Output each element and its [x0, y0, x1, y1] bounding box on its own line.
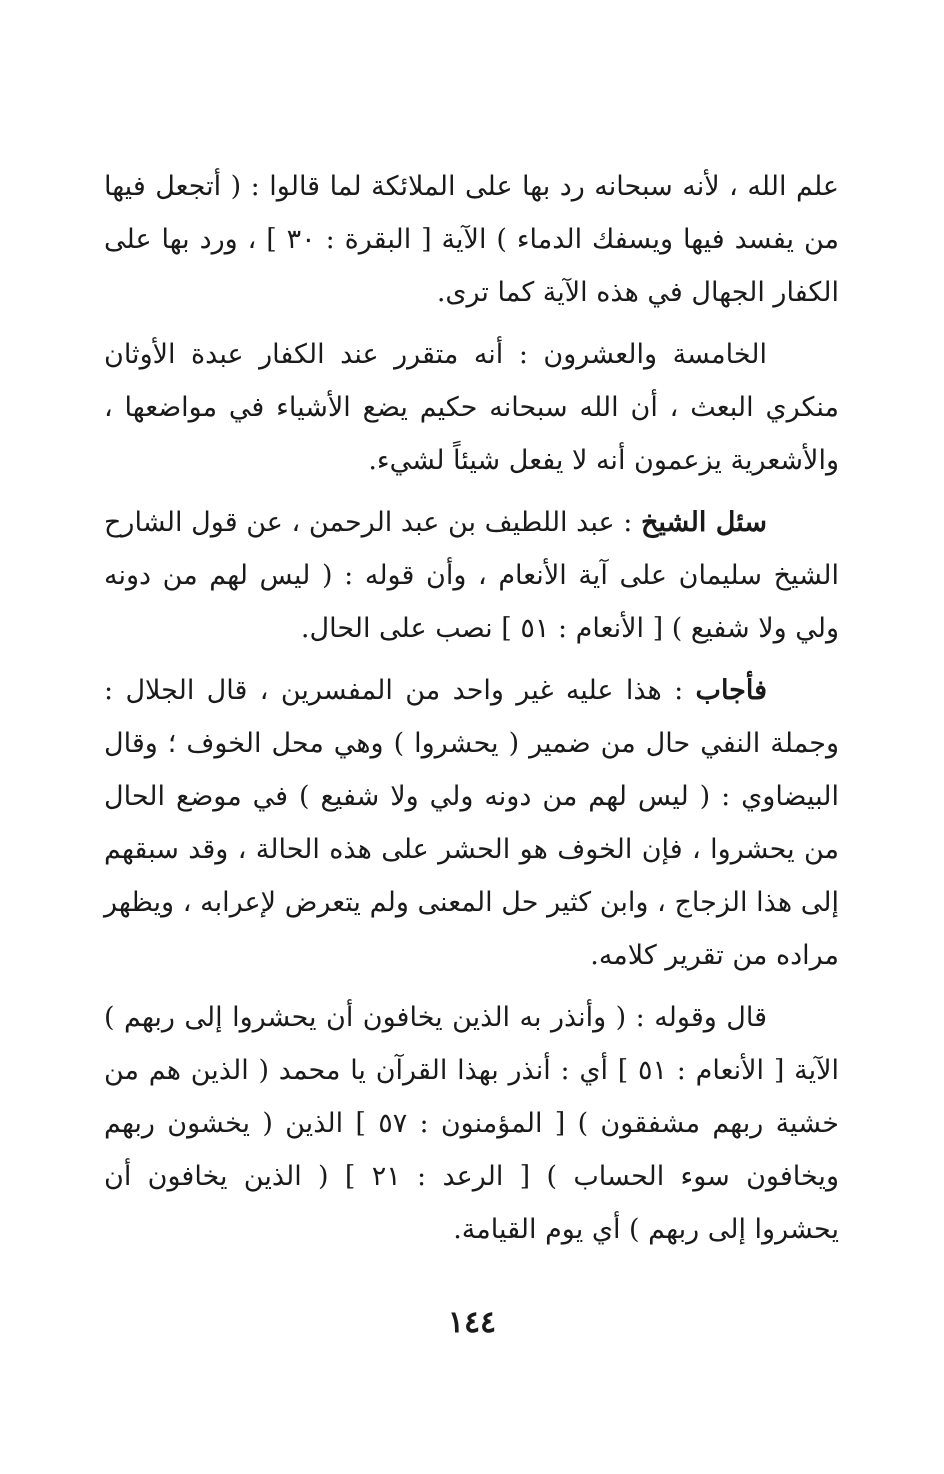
paragraph-1-text: علم الله ، لأنه سبحانه رد بها على الملائكة لما قالوا : ( أتجعل فيها من يفسد فيها ويسفك الدماء ) الآية [ البقرة : ٣٠ ] ، ورد بها على الكفار الجهال في هذه الآية كما ترى.: [104, 171, 839, 308]
paragraph-4: [104, 664, 839, 982]
paragraph-4-lead: فأجاب: [695, 675, 767, 706]
paragraph-5-text: قال وقوله : ( وأنذر به الذين يخافون أن يحشروا إلى ربهم ) الآية [ الأنعام : ٥١ ] أي : أنذر بهذا القرآن يا محمد ( الذين هم من خشية ربهم مشفقون ) [ المؤمنون : ٥٧ ] الذين ( يخشون ربهم ويخافون سوء الحساب ) [ الرعد : ٢١ ] ( الذين يخافون أن يحشروا إلى ربهم ) أي يوم القيامة.: [104, 1002, 839, 1245]
paragraph-3: [104, 496, 839, 655]
page-number: ١٤٤: [447, 1305, 497, 1340]
paragraph-3-text: : عبد اللطيف بن عبد الرحمن ، عن قول الشارح الشيخ سليمان على آية الأنعام ، وأن قوله : ( ليس لهم من دونه ولي ولا شفيع ) [ الأنعام : ٥١ ] نصب على الحال.: [104, 507, 839, 644]
paragraph-5: [104, 991, 839, 1256]
paragraph-3-lead: سئل الشيخ: [640, 507, 767, 538]
paragraph-1: [104, 160, 839, 319]
page-body: [104, 160, 839, 1265]
paragraph-2-text: الخامسة والعشرون : أنه متقرر عند الكفار عبدة الأوثان منكري البعث ، أن الله سبحانه حكيم يضع الأشياء في مواضعها ، والأشعرية يزعمون أنه لا يفعل شيئاً لشيء.: [104, 339, 839, 476]
paragraph-4-text: : هذا عليه غير واحد من المفسرين ، قال الجلال : وجملة النفي حال من ضمير ( يحشروا ) وهي محل الخوف ؛ وقال البيضاوي : ( ليس لهم من دونه ولي ولا شفيع ) في موضع الحال من يحشروا ، فإن الخوف هو الحشر على هذه الحالة ، وقد سبقهم إلى هذا الزجاج ، وابن كثير حل المعنى ولم يتعرض لإعرابه ، ويظهر مراده من تقرير كلامه.: [104, 675, 839, 971]
paragraph-2: [104, 328, 839, 487]
